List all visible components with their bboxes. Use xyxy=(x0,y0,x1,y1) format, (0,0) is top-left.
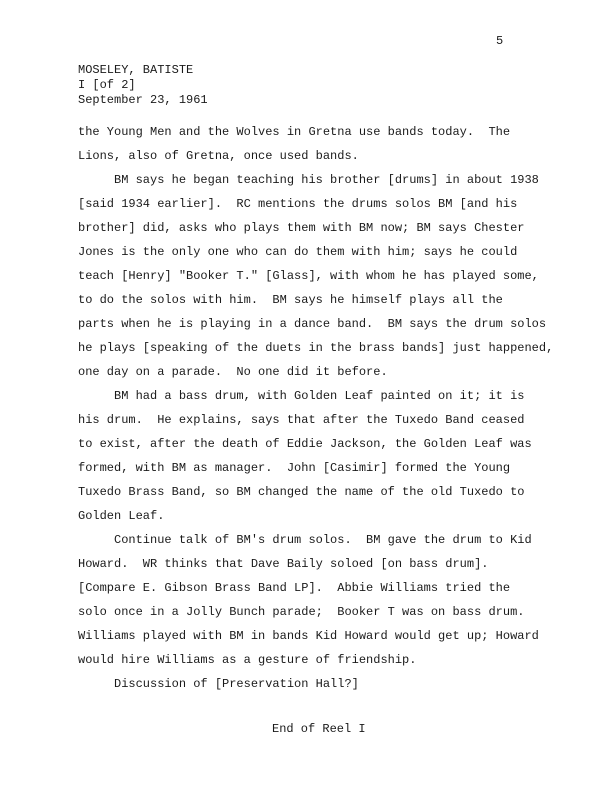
transcript-body xyxy=(78,120,578,696)
document-header xyxy=(78,63,208,108)
reel-label: I [of 2] xyxy=(78,78,136,92)
transcript-line: Discussion of [Preservation Hall?] xyxy=(78,677,359,691)
transcript-line: his drum. He explains, says that after the Tuxedo Band ceased xyxy=(78,413,525,427)
transcript-line: Continue talk of BM's drum solos. BM gave the drum to Kid xyxy=(78,533,532,547)
transcript-line: Lions, also of Gretna, once used bands. xyxy=(78,149,359,163)
transcript-line: teach [Henry] "Booker T." [Glass], with whom he has played some, xyxy=(78,269,539,283)
transcript-line: would hire Williams as a gesture of friendship. xyxy=(78,653,417,667)
interviewee-name: MOSELEY, BATISTE xyxy=(78,63,194,77)
transcript-line: the Young Men and the Wolves in Gretna use bands today. The xyxy=(78,125,511,139)
end-of-reel: End of Reel I xyxy=(272,722,366,736)
transcript-line: to do the solos with him. BM says he himself plays all the xyxy=(78,293,503,307)
transcript-line: Jones is the only one who can do them with him; says he could xyxy=(78,245,518,259)
transcript-line: brother] did, asks who plays them with BM now; BM says Chester xyxy=(78,221,525,235)
transcript-line: [Compare E. Gibson Brass Band LP]. Abbie Williams tried the xyxy=(78,581,511,595)
transcript-line: parts when he is playing in a dance band. BM says the drum solos xyxy=(78,317,547,331)
interview-date: September 23, 1961 xyxy=(78,93,208,107)
page-number: 5 xyxy=(496,34,504,48)
transcript-line: one day on a parade. No one did it before. xyxy=(78,365,388,379)
transcript-line: Howard. WR thinks that Dave Baily soloed [on bass drum]. xyxy=(78,557,489,571)
transcript-line: Tuxedo Brass Band, so BM changed the name of the old Tuxedo to xyxy=(78,485,525,499)
transcript-line: Golden Leaf. xyxy=(78,509,165,523)
transcript-line: formed, with BM as manager. John [Casimir] formed the Young xyxy=(78,461,511,475)
transcript-line: to exist, after the death of Eddie Jackson, the Golden Leaf was xyxy=(78,437,532,451)
transcript-line: he plays [speaking of the duets in the brass bands] just happened, xyxy=(78,341,554,355)
transcript-line: BM had a bass drum, with Golden Leaf painted on it; it is xyxy=(78,389,525,403)
transcript-line: [said 1934 earlier]. RC mentions the drums solos BM [and his xyxy=(78,197,518,211)
transcript-line: solo once in a Jolly Bunch parade; Booker T was on bass drum. xyxy=(78,605,525,619)
transcript-line: BM says he began teaching his brother [drums] in about 1938 xyxy=(78,173,539,187)
transcript-line: Williams played with BM in bands Kid Howard would get up; Howard xyxy=(78,629,539,643)
